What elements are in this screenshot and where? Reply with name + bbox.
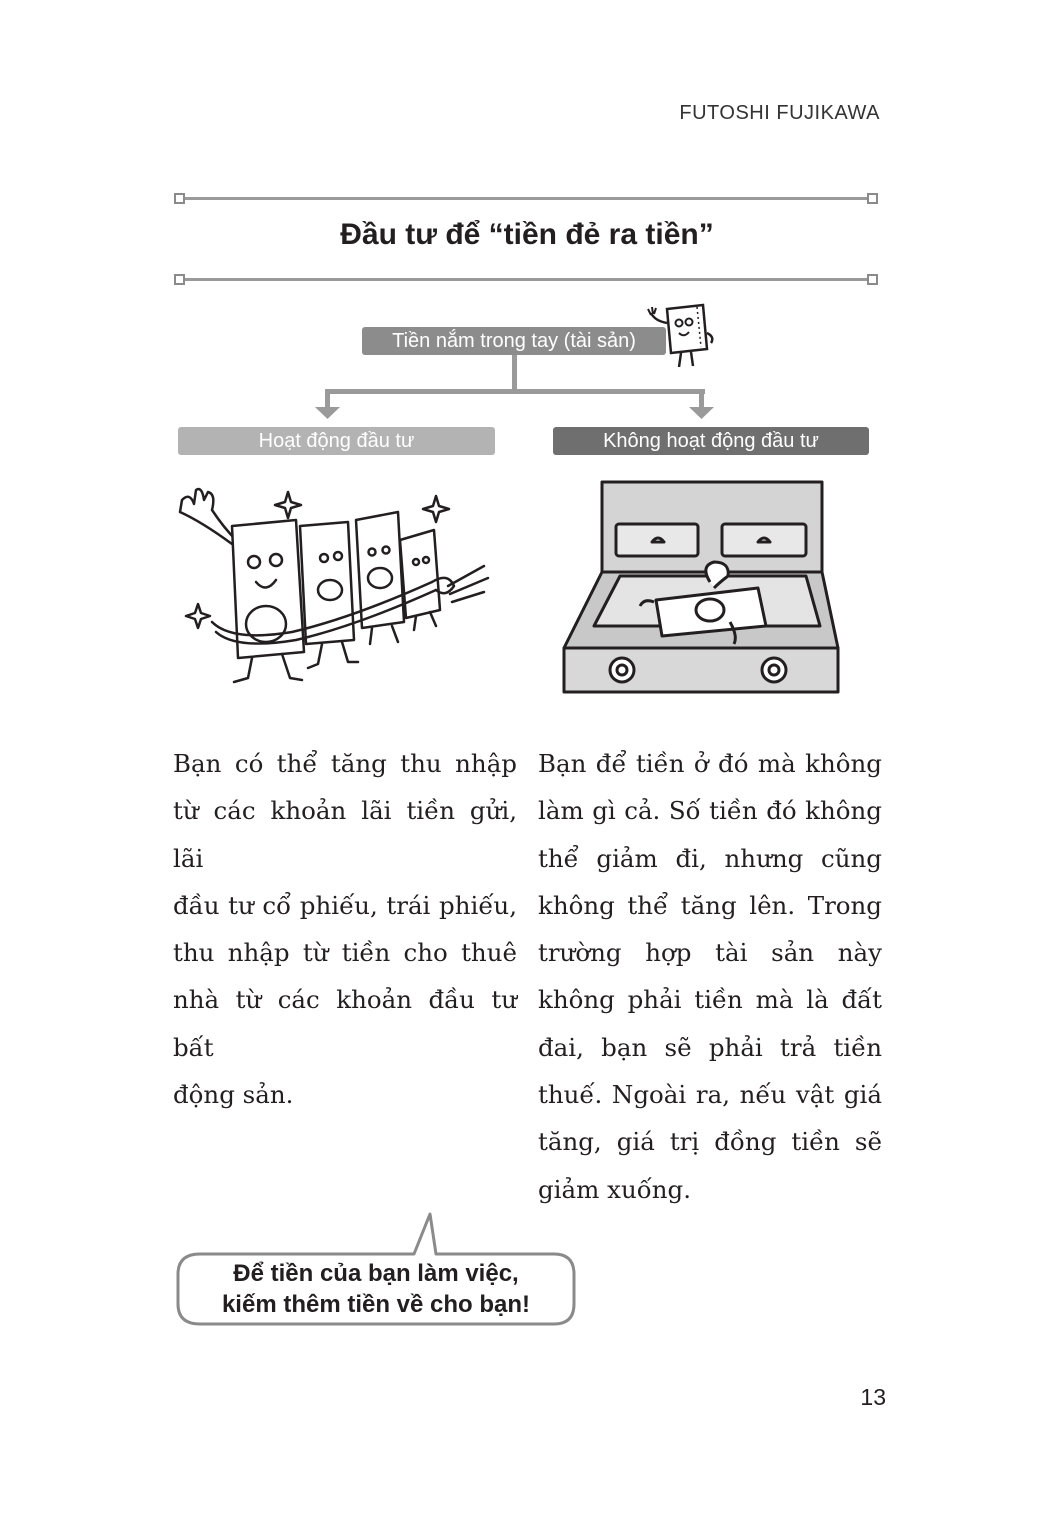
callout-line: Để tiền của bạn làm việc, [233,1260,519,1287]
diagram-right-label: Không hoạt động đầu tư [553,427,869,455]
title-rule-bottom [180,278,874,281]
text-line: nhà từ các khoản đầu tư bất [173,985,517,1062]
running-header-author: FUTOSHI FUJIKAWA [679,102,880,124]
working-money-illustration [172,482,492,692]
text-line: thu nhập từ tiền cho thuê [173,938,517,968]
rule-end-marker [867,274,878,285]
text-line: thể giảm đi, nhưng cũng [538,843,882,873]
right-column-text [538,740,882,1213]
text-line: từ các khoản lãi tiền gửi, lãi [173,796,517,873]
diagram-connector-arrows [310,355,720,425]
text-line: làm gì cả. Số tiền đó không [538,796,882,826]
text-line: giảm xuống. [538,1174,691,1204]
page-number: 13 [860,1384,886,1410]
text-line: thuế. Ngoài ra, nếu vật giá [538,1080,882,1110]
text-line: Bạn có thể tăng thu nhập [173,749,517,778]
left-column-text [173,740,517,1118]
diagram-root-label: Tiền nắm trong tay (tài sản) [362,327,666,355]
rule-end-marker [867,193,878,204]
text-line: không thể tăng lên. Trong [538,890,882,920]
text-line: không phải tiền mà là đất [538,985,882,1015]
title-rule-top [180,197,874,200]
text-line: động sản. [173,1080,294,1110]
callout-line: kiếm thêm tiền về cho bạn! [221,1291,531,1318]
text-line: Bạn để tiền ở đó mà không [538,749,882,778]
rule-end-marker [174,274,185,285]
callout-text [178,1258,574,1320]
text-line: tăng, giá trị đồng tiền sẽ [538,1127,882,1157]
drawer-money-illustration [560,476,842,696]
rule-end-marker [174,193,185,204]
section-title: Đầu tư để “tiền đẻ ra tiền” [340,218,714,251]
diagram-left-label: Hoạt động đầu tư [178,427,495,455]
text-line: trường hợp tài sản này [538,938,882,968]
text-line: đai, bạn sẽ phải trả tiền [538,1032,882,1062]
text-line: đầu tư cổ phiếu, trái phiếu, [173,890,517,920]
